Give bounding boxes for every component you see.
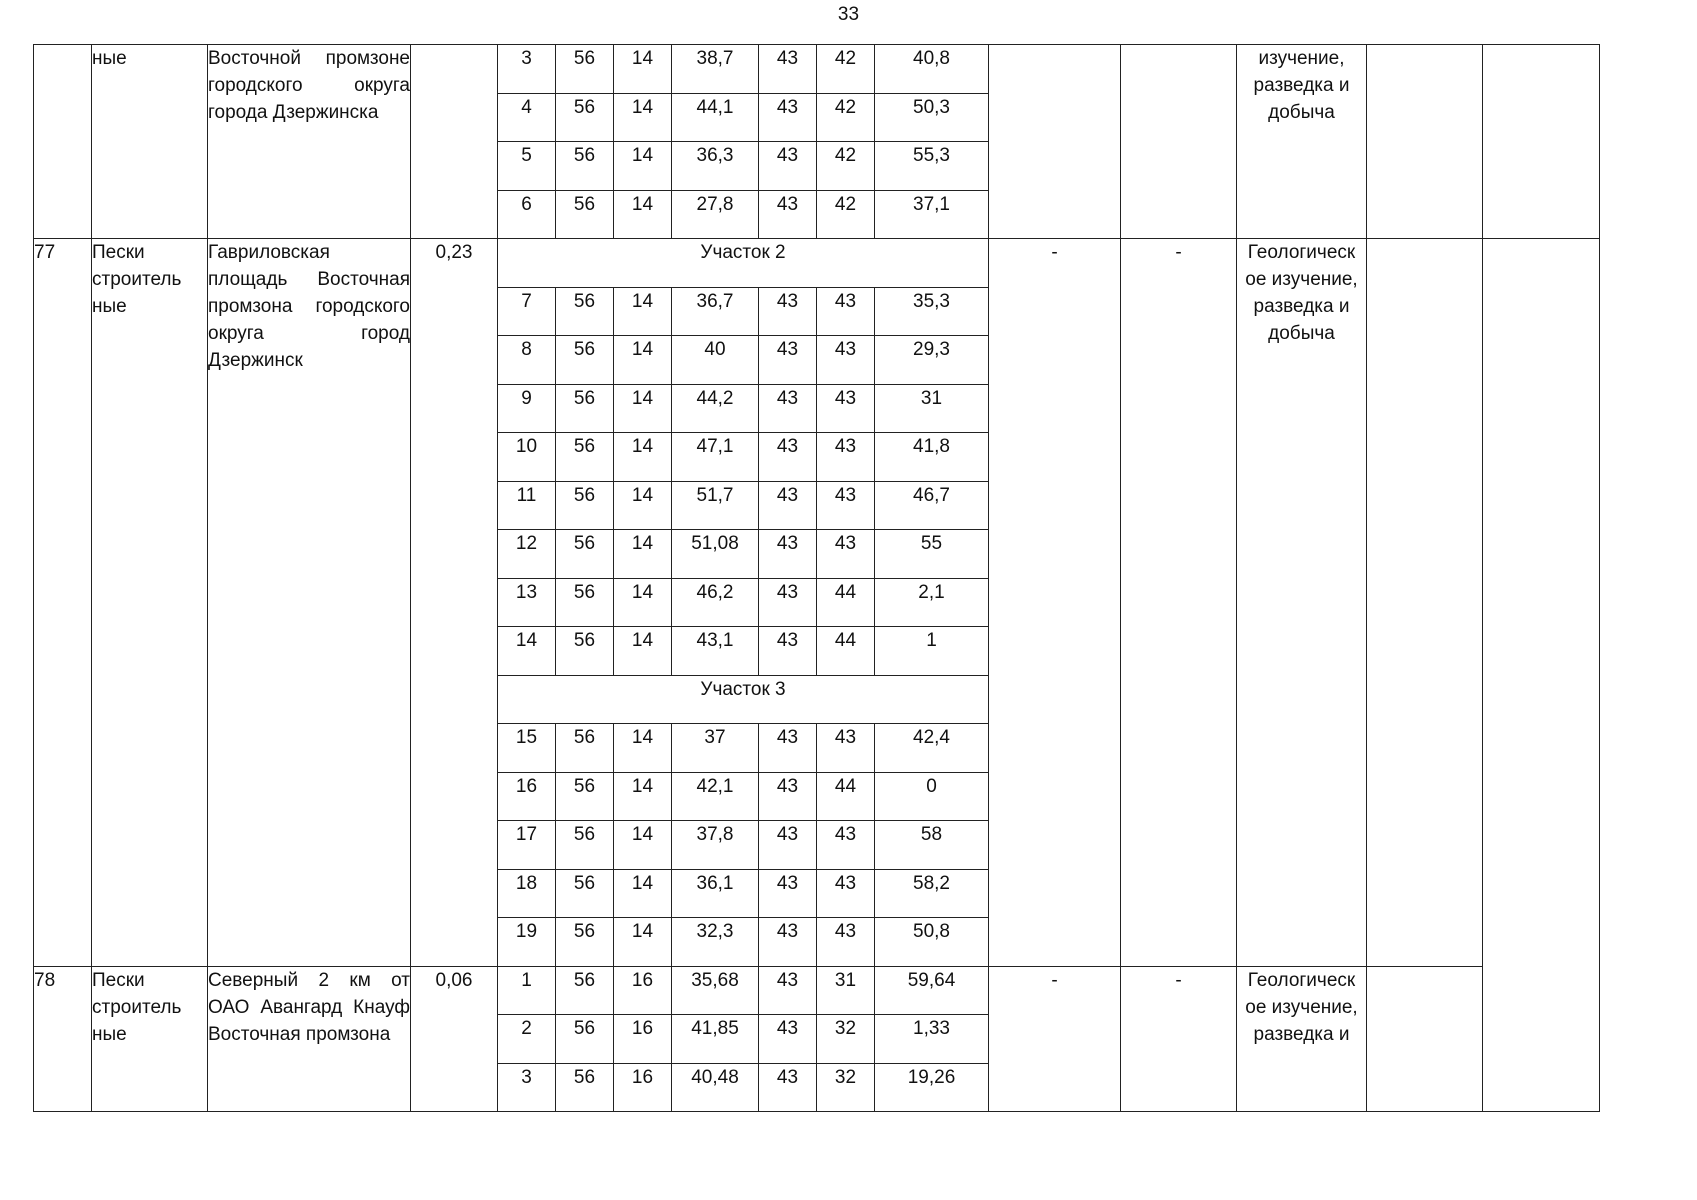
latitude-seconds: 47,1 bbox=[672, 433, 759, 482]
mineral-type: ные bbox=[92, 45, 208, 239]
longitude-degrees: 43 bbox=[759, 772, 817, 821]
latitude-degrees: 56 bbox=[556, 869, 614, 918]
usage-purpose: изучение, разведка и добыча bbox=[1237, 45, 1367, 239]
longitude-minutes: 44 bbox=[817, 627, 875, 676]
page-number: 33 bbox=[837, 4, 860, 25]
latitude-seconds: 36,3 bbox=[672, 142, 759, 191]
point-number: 15 bbox=[498, 724, 556, 773]
longitude-minutes: 43 bbox=[817, 869, 875, 918]
section-title: Участок 3 bbox=[498, 675, 989, 724]
longitude-degrees: 43 bbox=[759, 481, 817, 530]
table-row bbox=[34, 45, 1600, 94]
point-number: 8 bbox=[498, 336, 556, 385]
usage-purpose: Геологическ ое изучение, разведка и bbox=[1237, 966, 1367, 1112]
deposit-area bbox=[411, 45, 498, 239]
latitude-seconds: 36,1 bbox=[672, 869, 759, 918]
latitude-degrees: 56 bbox=[556, 627, 614, 676]
latitude-seconds: 44,2 bbox=[672, 384, 759, 433]
point-number: 12 bbox=[498, 530, 556, 579]
column-b-value: - bbox=[1121, 966, 1237, 1112]
latitude-seconds: 27,8 bbox=[672, 190, 759, 239]
longitude-minutes: 43 bbox=[817, 433, 875, 482]
point-number: 19 bbox=[498, 918, 556, 967]
latitude-minutes: 14 bbox=[614, 287, 672, 336]
longitude-degrees: 43 bbox=[759, 93, 817, 142]
latitude-minutes: 16 bbox=[614, 1015, 672, 1064]
column-a-value bbox=[989, 45, 1121, 239]
longitude-degrees: 43 bbox=[759, 627, 817, 676]
point-number: 13 bbox=[498, 578, 556, 627]
mineral-type: Пески строитель ные bbox=[92, 239, 208, 967]
longitude-seconds: 46,7 bbox=[875, 481, 989, 530]
latitude-minutes: 14 bbox=[614, 578, 672, 627]
empty-cell bbox=[1483, 45, 1600, 239]
latitude-seconds: 40 bbox=[672, 336, 759, 385]
column-b-value: - bbox=[1121, 239, 1237, 967]
latitude-degrees: 56 bbox=[556, 578, 614, 627]
longitude-degrees: 43 bbox=[759, 869, 817, 918]
latitude-seconds: 32,3 bbox=[672, 918, 759, 967]
latitude-degrees: 56 bbox=[556, 336, 614, 385]
longitude-degrees: 43 bbox=[759, 45, 817, 94]
longitude-seconds: 50,3 bbox=[875, 93, 989, 142]
latitude-degrees: 56 bbox=[556, 1063, 614, 1112]
longitude-degrees: 43 bbox=[759, 142, 817, 191]
latitude-minutes: 14 bbox=[614, 530, 672, 579]
longitude-minutes: 43 bbox=[817, 530, 875, 579]
longitude-minutes: 42 bbox=[817, 45, 875, 94]
longitude-seconds: 1 bbox=[875, 627, 989, 676]
longitude-seconds: 40,8 bbox=[875, 45, 989, 94]
table-row bbox=[34, 966, 1600, 1015]
point-number: 3 bbox=[498, 45, 556, 94]
deposit-area: 0,06 bbox=[411, 966, 498, 1112]
latitude-seconds: 43,1 bbox=[672, 627, 759, 676]
deposit-location: Гавриловская площадь Восточная промзона городского округа город Дзержинск bbox=[208, 239, 411, 967]
longitude-degrees: 43 bbox=[759, 578, 817, 627]
latitude-seconds: 46,2 bbox=[672, 578, 759, 627]
longitude-seconds: 35,3 bbox=[875, 287, 989, 336]
latitude-seconds: 37 bbox=[672, 724, 759, 773]
latitude-degrees: 56 bbox=[556, 724, 614, 773]
latitude-minutes: 16 bbox=[614, 966, 672, 1015]
longitude-degrees: 43 bbox=[759, 384, 817, 433]
latitude-minutes: 14 bbox=[614, 918, 672, 967]
latitude-minutes: 16 bbox=[614, 1063, 672, 1112]
latitude-degrees: 56 bbox=[556, 287, 614, 336]
latitude-degrees: 56 bbox=[556, 481, 614, 530]
latitude-minutes: 14 bbox=[614, 772, 672, 821]
longitude-minutes: 43 bbox=[817, 287, 875, 336]
longitude-minutes: 43 bbox=[817, 336, 875, 385]
latitude-minutes: 14 bbox=[614, 384, 672, 433]
latitude-minutes: 14 bbox=[614, 190, 672, 239]
longitude-minutes: 44 bbox=[817, 772, 875, 821]
latitude-seconds: 51,7 bbox=[672, 481, 759, 530]
column-a-value: - bbox=[989, 239, 1121, 967]
longitude-minutes: 42 bbox=[817, 142, 875, 191]
latitude-minutes: 14 bbox=[614, 93, 672, 142]
latitude-minutes: 14 bbox=[614, 433, 672, 482]
point-number: 11 bbox=[498, 481, 556, 530]
latitude-degrees: 56 bbox=[556, 93, 614, 142]
longitude-degrees: 43 bbox=[759, 966, 817, 1015]
point-number: 5 bbox=[498, 142, 556, 191]
latitude-degrees: 56 bbox=[556, 384, 614, 433]
point-number: 3 bbox=[498, 1063, 556, 1112]
latitude-degrees: 56 bbox=[556, 821, 614, 870]
longitude-minutes: 43 bbox=[817, 481, 875, 530]
longitude-minutes: 43 bbox=[817, 918, 875, 967]
longitude-seconds: 2,1 bbox=[875, 578, 989, 627]
point-number: 9 bbox=[498, 384, 556, 433]
point-number: 14 bbox=[498, 627, 556, 676]
longitude-degrees: 43 bbox=[759, 821, 817, 870]
latitude-degrees: 56 bbox=[556, 142, 614, 191]
longitude-degrees: 43 bbox=[759, 1015, 817, 1064]
deposit-location: Восточной промзоне городского округа города Дзержинска bbox=[208, 45, 411, 239]
longitude-seconds: 1,33 bbox=[875, 1015, 989, 1064]
deposit-number: 78 bbox=[34, 966, 92, 1112]
deposit-area: 0,23 bbox=[411, 239, 498, 967]
latitude-minutes: 14 bbox=[614, 142, 672, 191]
empty-cell bbox=[1367, 966, 1483, 1112]
latitude-degrees: 56 bbox=[556, 45, 614, 94]
point-number: 17 bbox=[498, 821, 556, 870]
latitude-degrees: 56 bbox=[556, 772, 614, 821]
latitude-minutes: 14 bbox=[614, 45, 672, 94]
latitude-seconds: 35,68 bbox=[672, 966, 759, 1015]
deposit-location: Северный 2 км от ОАО Авангард Кнауф Восточная промзона bbox=[208, 966, 411, 1112]
latitude-degrees: 56 bbox=[556, 966, 614, 1015]
empty-cell bbox=[1367, 45, 1483, 239]
deposits-table bbox=[33, 44, 1600, 1112]
table-row bbox=[34, 239, 1600, 288]
longitude-seconds: 37,1 bbox=[875, 190, 989, 239]
longitude-degrees: 43 bbox=[759, 530, 817, 579]
longitude-seconds: 0 bbox=[875, 772, 989, 821]
longitude-degrees: 43 bbox=[759, 190, 817, 239]
point-number: 1 bbox=[498, 966, 556, 1015]
latitude-minutes: 14 bbox=[614, 821, 672, 870]
longitude-seconds: 31 bbox=[875, 384, 989, 433]
longitude-seconds: 55 bbox=[875, 530, 989, 579]
point-number: 7 bbox=[498, 287, 556, 336]
latitude-seconds: 44,1 bbox=[672, 93, 759, 142]
column-b-value bbox=[1121, 45, 1237, 239]
latitude-seconds: 51,08 bbox=[672, 530, 759, 579]
longitude-minutes: 32 bbox=[817, 1063, 875, 1112]
longitude-seconds: 29,3 bbox=[875, 336, 989, 385]
longitude-degrees: 43 bbox=[759, 433, 817, 482]
longitude-seconds: 19,26 bbox=[875, 1063, 989, 1112]
point-number: 4 bbox=[498, 93, 556, 142]
longitude-minutes: 44 bbox=[817, 578, 875, 627]
latitude-seconds: 36,7 bbox=[672, 287, 759, 336]
latitude-degrees: 56 bbox=[556, 1015, 614, 1064]
latitude-degrees: 56 bbox=[556, 918, 614, 967]
longitude-degrees: 43 bbox=[759, 1063, 817, 1112]
latitude-seconds: 42,1 bbox=[672, 772, 759, 821]
column-a-value: - bbox=[989, 966, 1121, 1112]
point-number: 2 bbox=[498, 1015, 556, 1064]
latitude-minutes: 14 bbox=[614, 481, 672, 530]
longitude-seconds: 42,4 bbox=[875, 724, 989, 773]
latitude-minutes: 14 bbox=[614, 336, 672, 385]
longitude-minutes: 43 bbox=[817, 384, 875, 433]
longitude-minutes: 43 bbox=[817, 724, 875, 773]
empty-cell bbox=[1483, 239, 1600, 1112]
longitude-degrees: 43 bbox=[759, 336, 817, 385]
latitude-seconds: 40,48 bbox=[672, 1063, 759, 1112]
longitude-seconds: 59,64 bbox=[875, 966, 989, 1015]
longitude-degrees: 43 bbox=[759, 724, 817, 773]
longitude-minutes: 43 bbox=[817, 821, 875, 870]
longitude-degrees: 43 bbox=[759, 287, 817, 336]
longitude-seconds: 50,8 bbox=[875, 918, 989, 967]
latitude-seconds: 41,85 bbox=[672, 1015, 759, 1064]
latitude-minutes: 14 bbox=[614, 724, 672, 773]
longitude-minutes: 32 bbox=[817, 1015, 875, 1064]
deposit-number: 77 bbox=[34, 239, 92, 967]
longitude-seconds: 41,8 bbox=[875, 433, 989, 482]
latitude-degrees: 56 bbox=[556, 190, 614, 239]
latitude-minutes: 14 bbox=[614, 869, 672, 918]
longitude-degrees: 43 bbox=[759, 918, 817, 967]
longitude-seconds: 58,2 bbox=[875, 869, 989, 918]
longitude-minutes: 42 bbox=[817, 93, 875, 142]
point-number: 18 bbox=[498, 869, 556, 918]
section-title: Участок 2 bbox=[498, 239, 989, 288]
usage-purpose: Геологическ ое изучение, разведка и добыча bbox=[1237, 239, 1367, 967]
empty-cell bbox=[1367, 239, 1483, 967]
latitude-seconds: 38,7 bbox=[672, 45, 759, 94]
point-number: 16 bbox=[498, 772, 556, 821]
mineral-type: Пески строитель ные bbox=[92, 966, 208, 1112]
longitude-minutes: 42 bbox=[817, 190, 875, 239]
longitude-seconds: 58 bbox=[875, 821, 989, 870]
latitude-minutes: 14 bbox=[614, 627, 672, 676]
point-number: 10 bbox=[498, 433, 556, 482]
latitude-degrees: 56 bbox=[556, 433, 614, 482]
longitude-seconds: 55,3 bbox=[875, 142, 989, 191]
deposit-number bbox=[34, 45, 92, 239]
point-number: 6 bbox=[498, 190, 556, 239]
latitude-seconds: 37,8 bbox=[672, 821, 759, 870]
latitude-degrees: 56 bbox=[556, 530, 614, 579]
longitude-minutes: 31 bbox=[817, 966, 875, 1015]
